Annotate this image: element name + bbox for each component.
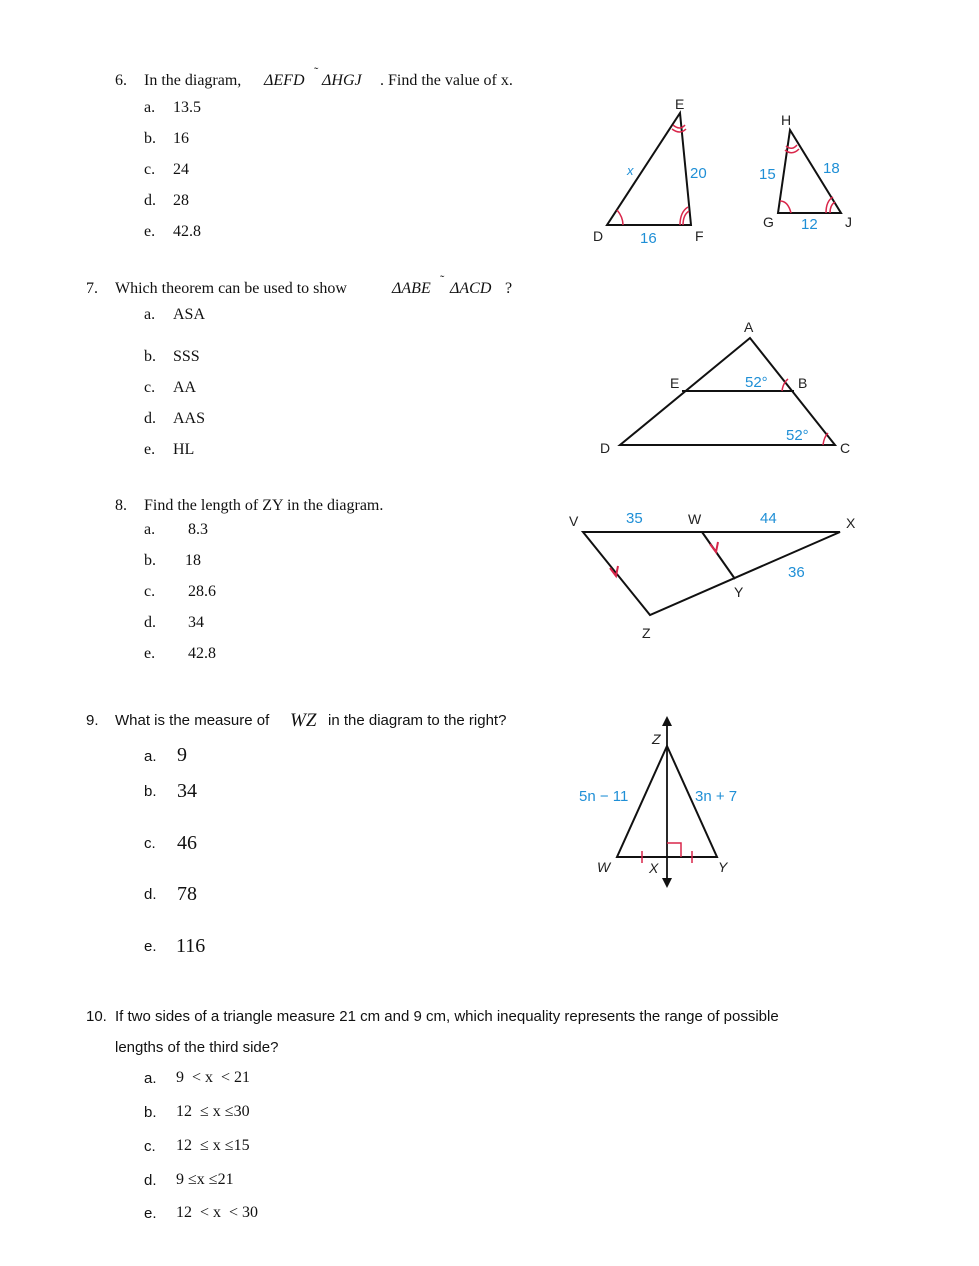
vertex-label: J — [845, 214, 852, 230]
question-number: 10. — [86, 1008, 107, 1025]
choice-letter: c. — [144, 1138, 156, 1155]
vertex-label: Z — [642, 625, 651, 641]
triangle-1: ΔEFD — [264, 72, 305, 89]
choice-letter: a. — [144, 99, 156, 116]
choice-text: 42.8 — [173, 223, 201, 240]
choice-letter: b. — [144, 348, 156, 365]
similar-symbol: ˜ — [440, 272, 445, 287]
choice-letter: a. — [144, 521, 156, 538]
side-label: 16 — [640, 230, 657, 247]
vertex-label: X — [649, 860, 659, 876]
question-number: 8. — [115, 497, 127, 514]
choice-letter: e. — [144, 1205, 157, 1222]
choice-text: AAS — [173, 410, 206, 427]
choice-letter: a. — [144, 748, 157, 765]
question-stem: Which theorem can be used to show — [115, 280, 347, 297]
choice-letter: c. — [144, 379, 156, 396]
similar-triangles-figure — [585, 95, 865, 255]
side-label: 20 — [690, 165, 707, 182]
choice-text: 42.8 — [188, 645, 216, 662]
triangle-2: ΔHGJ — [322, 72, 362, 89]
vertex-label: H — [781, 112, 792, 128]
similar-symbol: ˜ — [314, 64, 319, 79]
choice-text: 9 ≤x ≤21 — [176, 1171, 234, 1188]
vertex-label: A — [744, 319, 754, 335]
side-label: 18 — [823, 160, 840, 177]
choice-text: 13.5 — [173, 99, 201, 116]
vertex-label: X — [846, 515, 856, 531]
choice-letter: a. — [144, 1070, 157, 1087]
vertex-label: G — [763, 214, 774, 230]
choice-letter: c. — [144, 835, 156, 852]
question-stem: What is the measure of — [115, 712, 270, 729]
arrow-up — [662, 716, 672, 726]
choice-text: 116 — [176, 935, 206, 957]
angle-mark-d — [617, 210, 623, 225]
choice-text: 8.3 — [188, 521, 208, 538]
triangle-1: ΔABE — [392, 280, 431, 297]
choice-text: 18 — [185, 552, 201, 569]
vertex-label: B — [798, 375, 808, 391]
side-label: 5n − 11 — [579, 788, 629, 805]
choice-text: 12 < x < 30 — [176, 1204, 259, 1221]
choice-text: 12 ≤ x ≤15 — [176, 1137, 250, 1154]
right-angle-mark — [667, 843, 681, 857]
vertex-label: V — [569, 513, 579, 529]
vertex-label: Y — [734, 584, 744, 600]
choice-letter: c. — [144, 161, 156, 178]
parallel-lines-triangle-figure — [590, 315, 860, 460]
choice-text: ASA — [173, 306, 206, 323]
choice-letter: e. — [144, 938, 157, 955]
question-stem-end: . Find the value of x. — [380, 72, 513, 89]
vertex-label: D — [593, 228, 604, 244]
side-label: 36 — [788, 564, 805, 581]
question-stem: If two sides of a triangle measure 21 cm and 9 cm, which inequality represents the range of possible — [115, 1008, 779, 1025]
choice-letter: d. — [144, 886, 157, 903]
segment-wz: WZ — [290, 710, 317, 731]
angle-mark-e — [673, 125, 685, 128]
vertex-label: F — [695, 228, 704, 244]
choice-letter: d. — [144, 1172, 157, 1189]
triangle-efd — [607, 113, 691, 225]
choice-text: 28.6 — [188, 583, 216, 600]
vertex-label: D — [600, 440, 611, 456]
question-stem-end: ? — [505, 280, 513, 297]
side-label: 3n + 7 — [695, 788, 738, 805]
choice-text: 34 — [177, 780, 197, 802]
choice-letter: e. — [144, 441, 156, 458]
choice-text: 34 — [188, 614, 204, 631]
question-number: 9. — [86, 712, 99, 729]
side-label: 12 — [801, 216, 818, 233]
choice-text: SSS — [173, 348, 200, 365]
choice-letter: d. — [144, 410, 156, 427]
choice-letter: e. — [144, 645, 156, 662]
question-stem-end: in the diagram to the right? — [328, 712, 507, 729]
vertex-label: W — [597, 859, 611, 875]
choice-text: 46 — [177, 832, 197, 854]
question-stem: Find the length of ZY in the diagram. — [144, 497, 384, 514]
perpendicular-bisector-figure — [575, 712, 775, 897]
choice-letter: c. — [144, 583, 156, 600]
question-stem-line2: lengths of the third side? — [115, 1039, 279, 1056]
choice-letter: b. — [144, 552, 156, 569]
question-number: 7. — [86, 280, 98, 297]
choice-text: 16 — [173, 130, 189, 147]
choice-text: 24 — [173, 161, 189, 178]
choice-letter: e. — [144, 223, 156, 240]
choice-text: 9 < x < 21 — [176, 1069, 251, 1086]
angle-label: 52° — [745, 374, 768, 391]
choice-letter: b. — [144, 1104, 157, 1121]
triangle-2: ΔACD — [450, 280, 492, 297]
side-label: 35 — [626, 510, 643, 527]
vertex-label: Z — [652, 731, 661, 747]
choice-letter: d. — [144, 614, 156, 631]
choice-text: AA — [173, 379, 197, 396]
choice-letter: b. — [144, 783, 157, 800]
choice-text: 28 — [173, 192, 189, 209]
choice-text: 9 — [177, 744, 187, 766]
angle-mark-g — [780, 201, 791, 213]
segment-wy — [702, 532, 735, 579]
angle-mark-f — [683, 211, 689, 225]
question-stem: In the diagram, — [144, 72, 242, 89]
angle-mark-e — [672, 129, 686, 132]
choice-text: HL — [173, 441, 195, 458]
vertex-label: Y — [718, 859, 728, 875]
vertex-label: E — [670, 375, 680, 391]
vertex-label: W — [688, 511, 702, 527]
side-label: x — [627, 163, 634, 178]
parallel-segment-triangle-figure — [560, 500, 870, 650]
side-label: 44 — [760, 510, 777, 527]
question-number: 6. — [115, 72, 127, 89]
choice-letter: d. — [144, 192, 156, 209]
side-label: 15 — [759, 166, 776, 183]
choice-letter: a. — [144, 306, 156, 323]
angle-label: 52° — [786, 427, 809, 444]
choice-letter: b. — [144, 130, 156, 147]
choice-text: 12 ≤ x ≤30 — [176, 1103, 250, 1120]
arrow-down — [662, 878, 672, 888]
angle-mark-c — [823, 433, 828, 445]
vertex-label: C — [840, 440, 851, 456]
vertex-label: E — [675, 96, 685, 112]
choice-text: 78 — [177, 883, 197, 905]
